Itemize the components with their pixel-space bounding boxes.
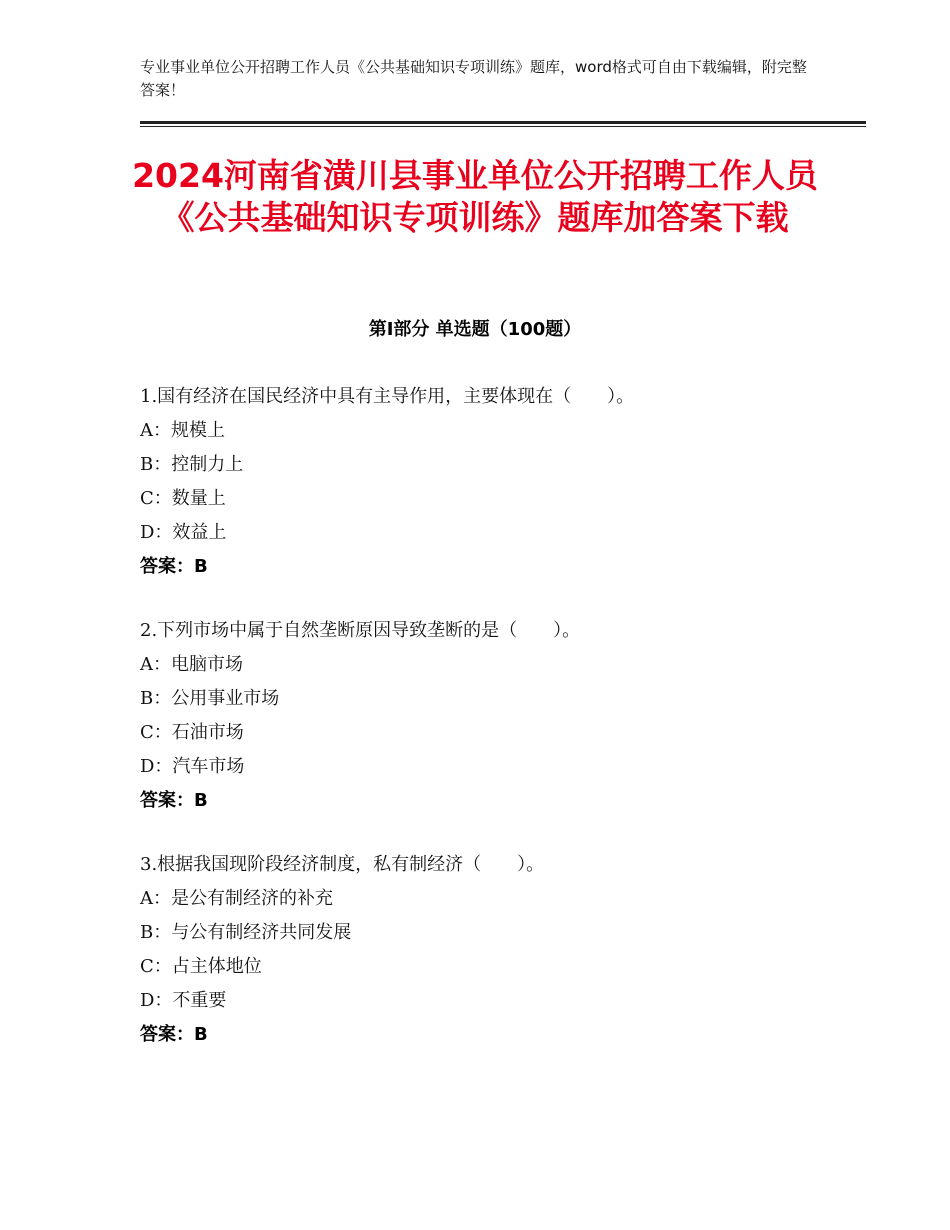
- option-d: D：汽车市场: [140, 756, 245, 777]
- question-stem: 1.国有经济在国民经济中具有主导作用，主要体现在（ ）。: [140, 386, 635, 407]
- header-divider-thick: [140, 121, 866, 124]
- section-title: 第Ⅰ部分 单选题（100题）: [368, 319, 582, 340]
- question-1: [140, 383, 860, 587]
- question-stem: 3.根据我国现阶段经济制度，私有制经济（ ）。: [140, 854, 545, 875]
- option-c: C：石油市场: [140, 722, 244, 743]
- option-d: D：不重要: [140, 990, 227, 1011]
- option-b: B：公用事业市场: [140, 688, 280, 709]
- question-2: [140, 617, 860, 821]
- question-3: [140, 851, 860, 1055]
- option-d: D：效益上: [140, 522, 227, 543]
- document-title: 2024河南省潢川县事业单位公开招聘工作人员《公共基础知识专项训练》题库加答案下载: [132, 156, 818, 237]
- option-a: A：是公有制经济的补充: [140, 888, 333, 909]
- option-a: A：电脑市场: [140, 654, 243, 675]
- option-a: A：规模上: [140, 420, 225, 441]
- option-c: C：占主体地位: [140, 956, 262, 977]
- question-list: [140, 383, 860, 1085]
- answer-line: 答案：B: [140, 790, 208, 811]
- answer-line: 答案：B: [140, 556, 208, 577]
- option-b: B：与公有制经济共同发展: [140, 922, 352, 943]
- header-divider-thin: [140, 126, 866, 127]
- option-c: C：数量上: [140, 488, 226, 509]
- question-stem: 2.下列市场中属于自然垄断原因导致垄断的是（ ）。: [140, 620, 581, 641]
- answer-line: 答案：B: [140, 1024, 208, 1045]
- header-note: 专业事业单位公开招聘工作人员《公共基础知识专项训练》题库，word格式可自由下载编辑，附完整答案！: [140, 58, 807, 99]
- option-b: B：控制力上: [140, 454, 244, 475]
